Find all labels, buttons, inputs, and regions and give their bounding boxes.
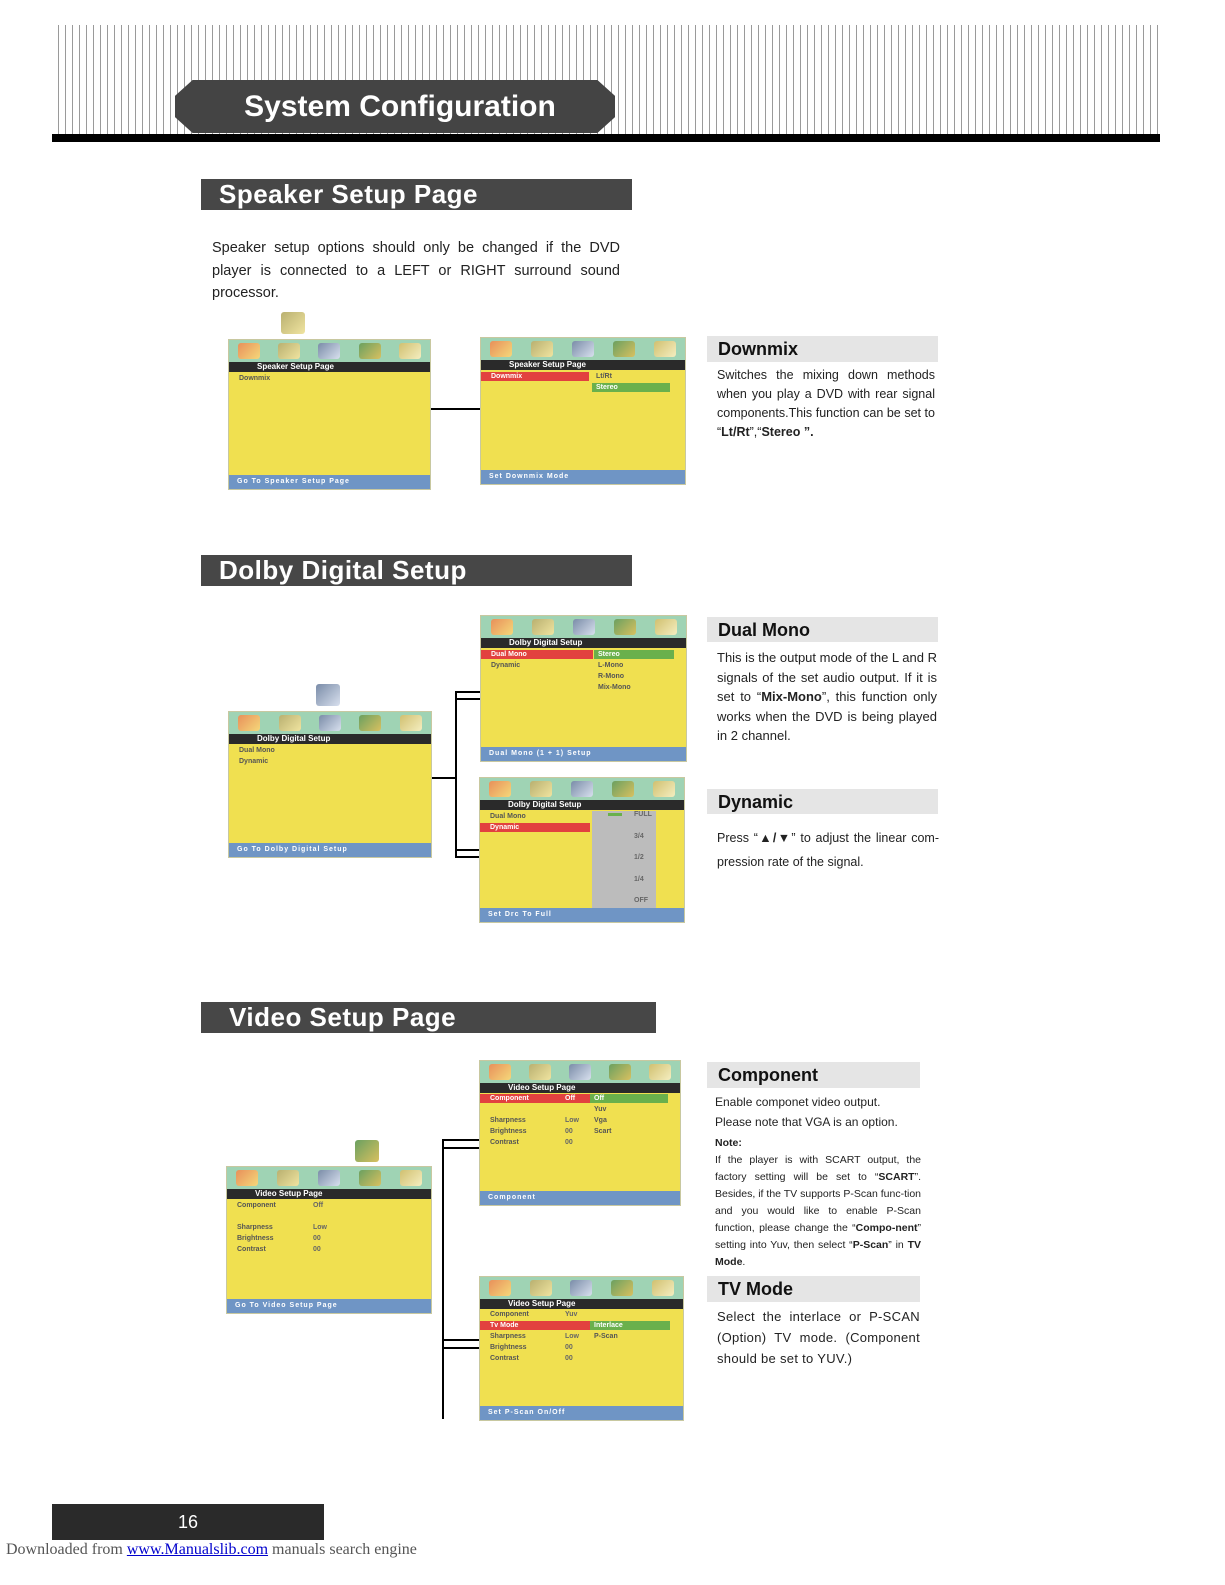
menu-item-brightness[interactable]: Brightness [490,1128,527,1135]
level-full: FULL [634,811,652,818]
option-r-mono[interactable]: R-Mono [598,673,625,680]
connector-line [455,691,457,858]
dual-mono-label: Dual Mono [707,617,938,642]
menu-item-sharpness[interactable]: Sharpness [237,1224,273,1231]
component-line-2: Please note that VGA is an option. [715,1115,898,1129]
video-icon [359,343,381,359]
option-ltrt[interactable]: Lt/Rt [596,373,612,380]
speaker-icon [530,781,552,797]
contrast-value: 00 [313,1246,321,1253]
menu-item-component[interactable]: Component [237,1202,276,1209]
speaker-screen-downmix [480,337,686,485]
menu-item-dynamic[interactable]: Dynamic [239,758,269,765]
video-icon [359,715,381,731]
setup-icon [236,1170,258,1186]
screen-footer: Go To Speaker Setup Page [229,475,430,489]
menu-item-component[interactable]: Component [480,1094,590,1103]
preference-icon [400,1170,422,1186]
screen-icon-bar [227,1167,431,1189]
connector-line [455,691,480,693]
dynamic-label: Dynamic [707,789,938,814]
video-icon [611,1280,633,1296]
option-stereo[interactable]: Stereo [594,650,674,659]
screen-title: Dolby Digital Setup [229,734,431,744]
screen-title: Speaker Setup Page [481,360,685,370]
option-stereo[interactable]: Stereo [592,383,670,392]
speaker-intro: Speaker setup options should only be changed if the DVD player is connected to a LEFT or RIGHT surround sound processor. [212,240,620,301]
screen-title: Video Setup Page [227,1189,431,1199]
screen-icon-bar [229,712,431,734]
downmix-description: Switches the mixing down methods when you play a DVD with rear signal components.This function can be set to “Lt/Rt”,“Stereo ”. [717,368,935,439]
level-off: OFF [634,897,648,904]
connector-line [442,1139,479,1141]
screen-icon-bar [481,338,685,360]
screen-title: Dolby Digital Setup [480,800,684,810]
setup-icon [489,781,511,797]
dolby-icon [569,1064,591,1080]
menu-item-dynamic[interactable]: Dynamic [480,823,590,832]
screen-title: Video Setup Page [480,1299,683,1309]
drc-level-slider[interactable] [592,811,656,909]
brightness-value: 00 [313,1235,321,1242]
manualslib-link[interactable]: www.Manualslib.com [126,1541,269,1558]
dolby-screen-dual-mono [480,615,687,762]
brightness-value: 00 [565,1344,573,1351]
dolby-icon [571,781,593,797]
setup-icon [489,1280,511,1296]
screen-icon-bar [481,616,686,638]
video-screen-component [479,1060,681,1206]
header-rule [52,134,1160,142]
option-mix-mono[interactable]: Mix-Mono [598,684,631,691]
video-icon [609,1064,631,1080]
speaker-icon [531,341,553,357]
menu-item-dynamic[interactable]: Dynamic [491,662,521,669]
download-credit: Downloaded from www.Manualslib.com manuals search engine [6,1541,417,1558]
dolby-screen-dynamic [479,777,685,923]
video-icon [612,781,634,797]
option-yuv[interactable]: Yuv [594,1106,607,1113]
dolby-section-title: Dolby Digital Setup [201,555,632,586]
screen-footer: Set Drc To Full [480,908,684,922]
screen-icon-bar [480,778,684,800]
level-1-4: 1/4 [634,876,644,883]
video-screen-main [226,1166,432,1314]
preference-icon [649,1064,671,1080]
screen-footer: Set P-Scan On/Off [480,1406,683,1420]
component-value: Yuv [565,1311,578,1318]
video-icon [613,341,635,357]
menu-item-contrast[interactable]: Contrast [237,1246,266,1253]
screen-icon-bar [480,1061,680,1083]
menu-item-downmix[interactable]: Downmix [239,375,271,382]
menu-item-dual-mono[interactable]: Dual Mono [239,747,275,754]
menu-item-dual-mono[interactable]: Dual Mono [481,650,593,659]
video-screen-tv-mode [479,1276,684,1421]
option-vga[interactable]: Vga [594,1117,607,1124]
dolby-icon [318,1170,340,1186]
menu-item-contrast[interactable]: Contrast [490,1139,519,1146]
menu-item-brightness[interactable]: Brightness [237,1235,274,1242]
option-p-scan[interactable]: P-Scan [594,1333,618,1340]
speaker-icon [532,619,554,635]
sharpness-value: Low [313,1224,327,1231]
preference-icon [653,781,675,797]
screen-footer: Go To Video Setup Page [227,1299,431,1313]
screen-footer: Set Downmix Mode [481,470,685,484]
component-note: Note: If the player is with SCART output, the factory setting will be set to “SCART”. Besides, if the TV supports P-Scan func-tion and you would like to enable P-Scan function, please change the “Compo-nent” setting into Yuv, then select “P-Scan” in TV Mode. [715,1137,921,1268]
preference-icon [654,341,676,357]
menu-item-sharpness[interactable]: Sharpness [490,1117,526,1124]
component-value: Off [565,1095,576,1102]
brightness-value: 00 [565,1128,573,1135]
dual-mono-description: This is the output mode of the L and R signals of the set audio output. If it is set to “Mix-Mono”, this function only works when the DVD is being played in 2 channel. [717,650,937,743]
dolby-icon [570,1280,592,1296]
connector-line [442,1139,444,1419]
connector-line [455,856,480,858]
connector-line [442,1147,479,1149]
screen-icon-bar [229,340,430,362]
screen-footer: Go To Dolby Digital Setup [229,843,431,857]
option-off[interactable]: Off [590,1094,668,1103]
screen-title: Speaker Setup Page [229,362,430,372]
setup-icon [238,715,260,731]
slider-handle[interactable] [608,813,622,816]
option-scart[interactable]: Scart [594,1128,612,1135]
setup-icon [489,1064,511,1080]
dolby-icon [316,684,340,706]
speaker-icon [277,1170,299,1186]
component-label: Component [707,1062,920,1088]
preference-icon [399,343,421,359]
speaker-icon [529,1064,551,1080]
level-1-2: 1/2 [634,854,644,861]
screen-title: Dolby Digital Setup [481,638,686,648]
menu-item-sharpness[interactable]: Sharpness [490,1333,526,1340]
speaker-icon [281,312,305,334]
screen-footer: Dual Mono (1 + 1) Setup [481,747,686,761]
screen-icon-bar [480,1277,683,1299]
video-section-title: Video Setup Page [201,1002,656,1033]
contrast-value: 00 [565,1139,573,1146]
setup-icon [490,341,512,357]
contrast-value: 00 [565,1355,573,1362]
level-3-4: 3/4 [634,833,644,840]
component-line-1: Enable componet video output. [715,1095,881,1109]
speaker-icon [530,1280,552,1296]
connector-line [455,698,480,700]
setup-icon [238,343,260,359]
menu-item-tv-mode[interactable]: Tv Mode [480,1321,590,1330]
dolby-icon [572,341,594,357]
sharpness-value: Low [565,1117,579,1124]
dolby-icon [573,619,595,635]
menu-item-brightness[interactable]: Brightness [490,1344,527,1351]
connector-line [432,777,456,779]
preference-icon [652,1280,674,1296]
video-icon [355,1140,379,1162]
dolby-icon [318,343,340,359]
preference-icon [655,619,677,635]
speaker-screen-main [228,339,431,490]
speaker-section-title: Speaker Setup Page [201,179,632,210]
dynamic-description: Press “▲/▼” to adjust the linear com-pression rate of the signal. [717,831,939,869]
menu-item-downmix[interactable]: Downmix [481,372,589,381]
page-title: System Configuration [244,90,556,123]
menu-item-component[interactable]: Component [490,1311,529,1318]
sharpness-value: Low [565,1333,579,1340]
tv-mode-description: Select the interlace or P-SCAN (Option) TV mode. (Component should be set to YUV.) [717,1309,920,1366]
menu-item-contrast[interactable]: Contrast [490,1355,519,1362]
dolby-icon [319,715,341,731]
video-icon [359,1170,381,1186]
tv-mode-label: TV Mode [707,1276,920,1302]
connector-line [442,1339,479,1341]
preference-icon [400,715,422,731]
component-value: Off [313,1202,324,1209]
screen-footer: Component [480,1191,680,1205]
screen-title: Video Setup Page [480,1083,680,1093]
speaker-icon [278,343,300,359]
downmix-label: Downmix [707,336,938,362]
option-l-mono[interactable]: L-Mono [598,662,624,669]
speaker-icon [279,715,301,731]
component-intro [715,1092,921,1132]
connector-line [431,408,480,410]
setup-icon [491,619,513,635]
option-interlace[interactable]: Interlace [590,1321,670,1330]
connector-line [455,849,480,851]
menu-item-dual-mono[interactable]: Dual Mono [490,813,526,820]
video-icon [614,619,636,635]
dolby-screen-main [228,711,432,858]
page-number: 16 [52,1504,324,1540]
connector-line [442,1347,479,1349]
